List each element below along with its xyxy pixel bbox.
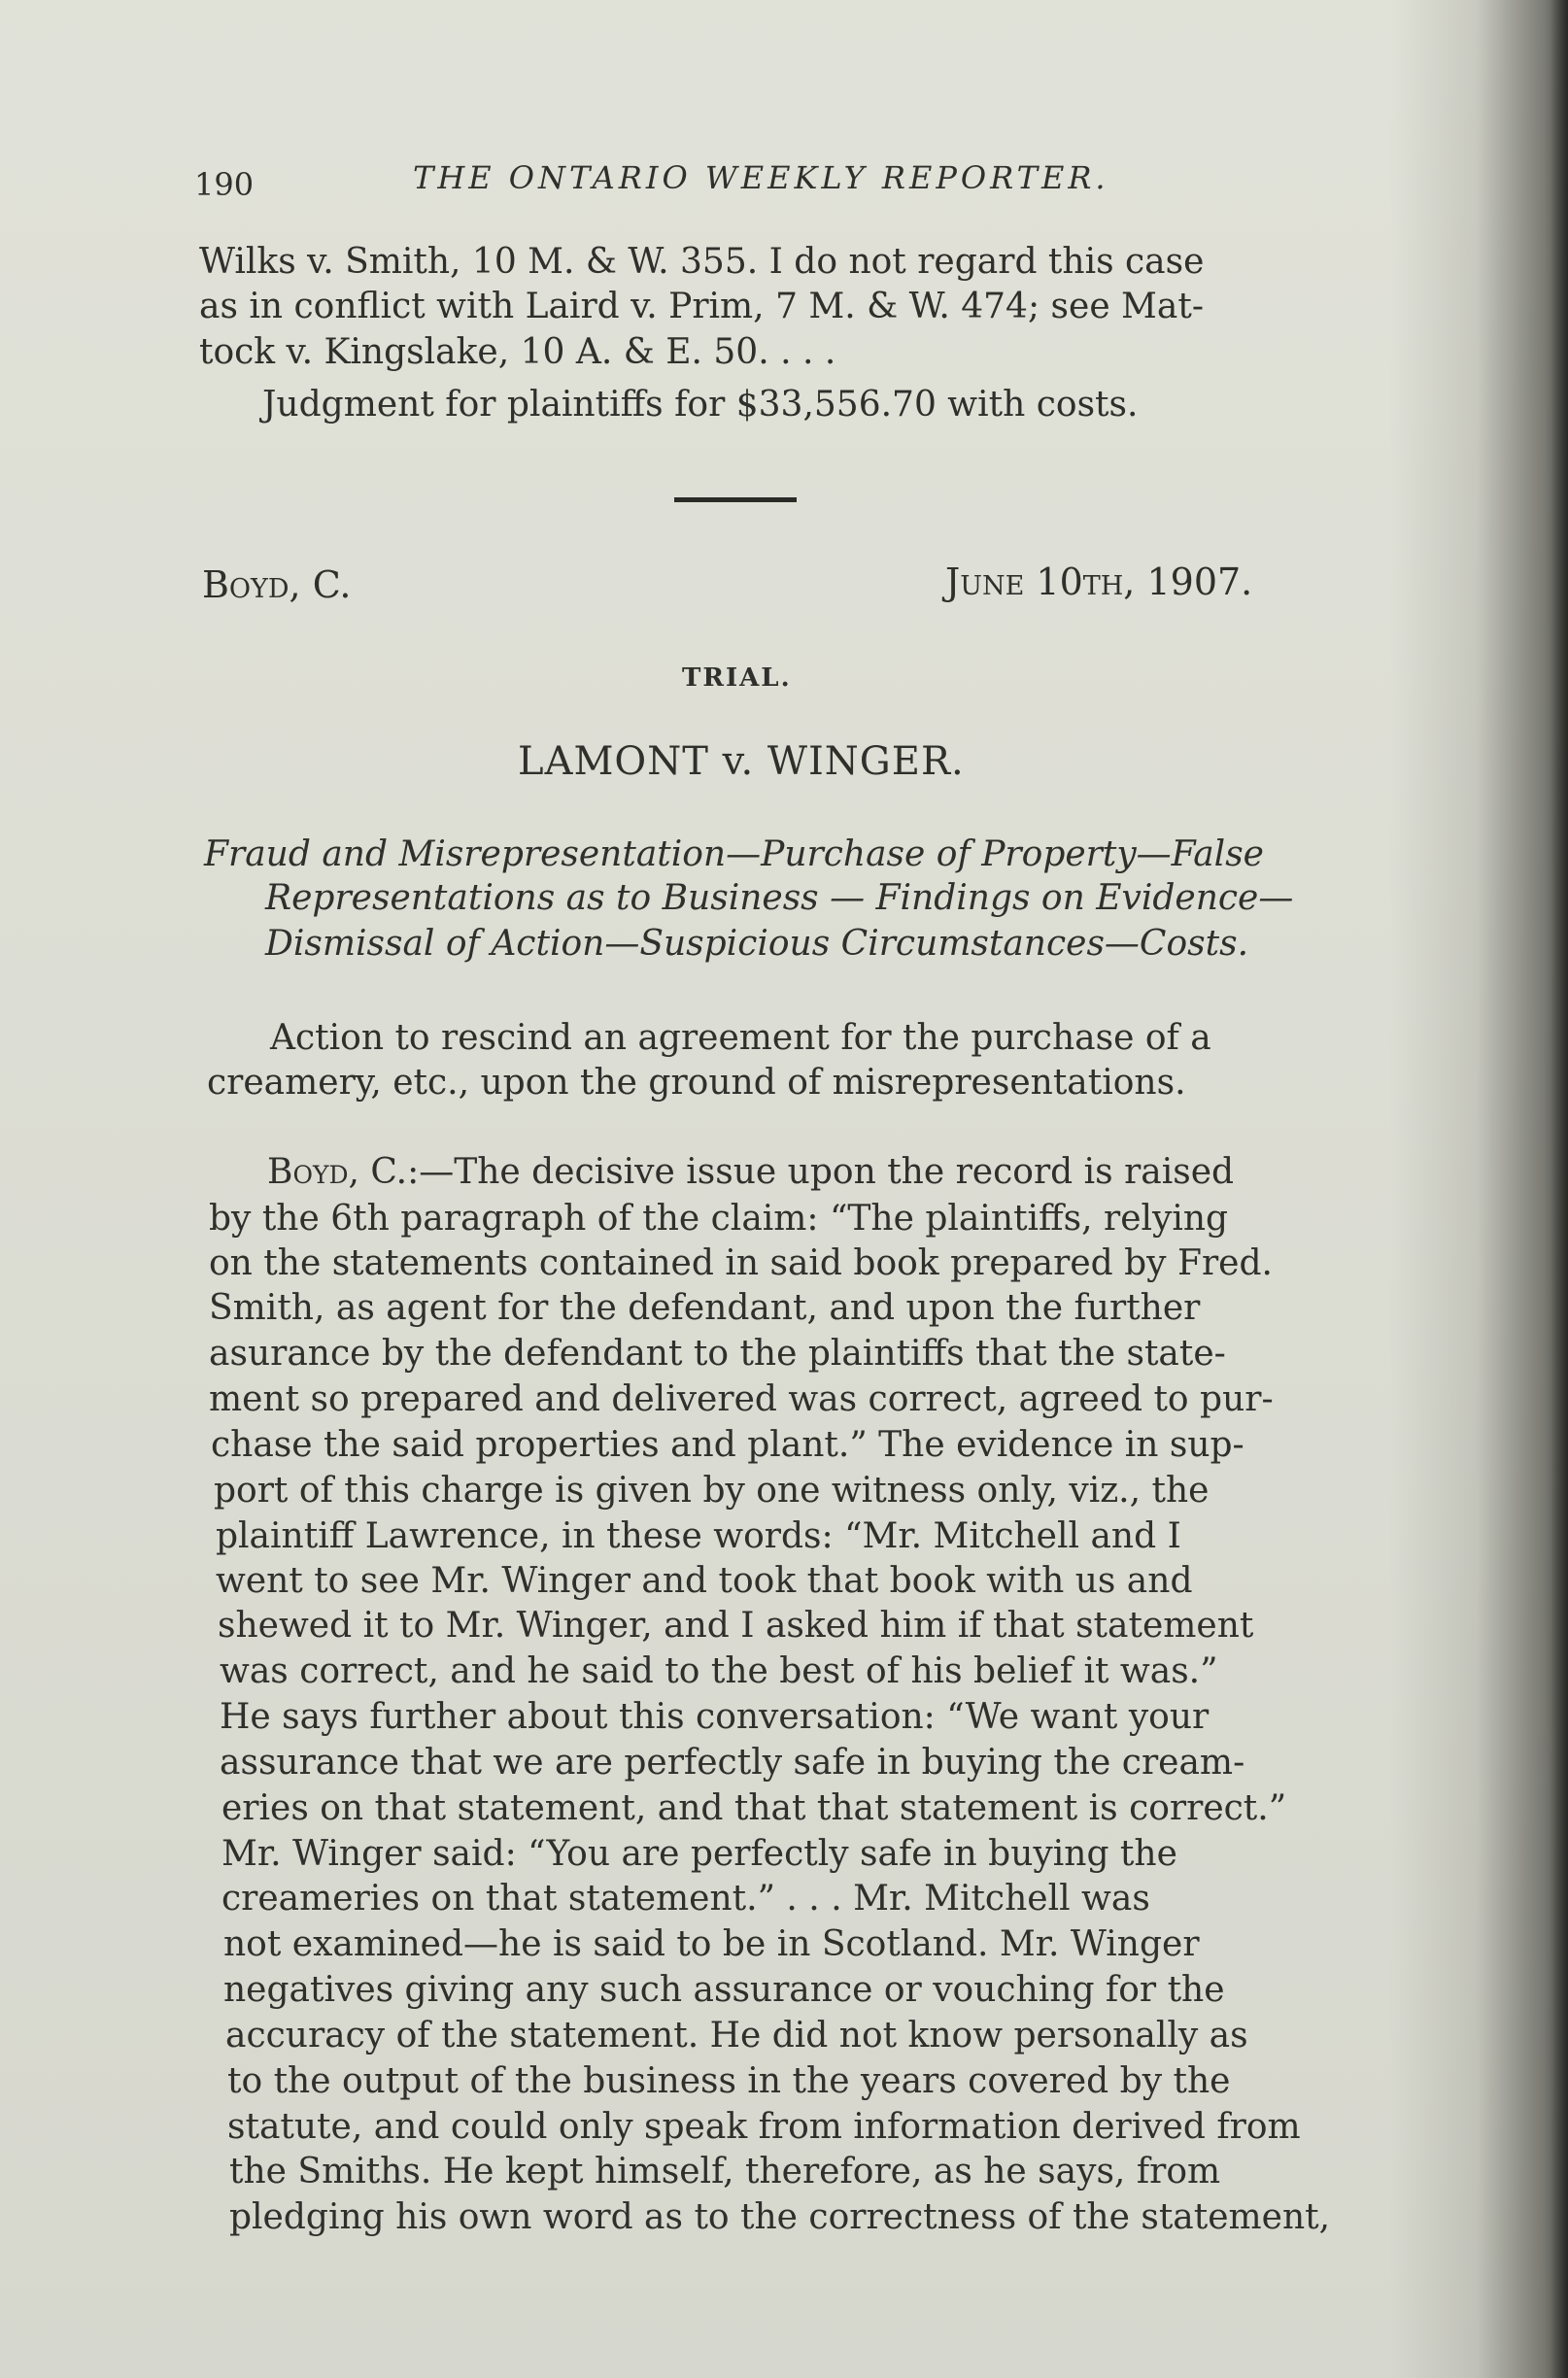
judgment-line: eries on that statement, and that that statement is correct.” (222, 1788, 1287, 1828)
judge-name: Boyd, C. (202, 563, 352, 606)
judgment-line: was correct, and he said to the best of his belief it was.” (220, 1651, 1218, 1691)
headnote-line: Dismissal of Action—Suspicious Circumstances—Costs. (265, 924, 1249, 964)
statement-line: creamery, etc., upon the ground of misrepresentations. (207, 1063, 1186, 1103)
judgment-line: not examined—he is said to be in Scotland. Mr. Winger (223, 1924, 1200, 1964)
judgment-line: He says further about this conversation: “We want your (220, 1697, 1210, 1737)
preceding-case-line: as in conflict with Laird v. Prim, 7 M. & W. 474; see Mat- (199, 287, 1205, 326)
judgment-line: port of this charge is given by one witness only, viz., the (214, 1471, 1210, 1511)
judgment-line: creameries on that statement.” . . . Mr. Mitchell was (222, 1879, 1150, 1919)
judgment-line: negatives giving any such assurance or vouching for the (223, 1970, 1225, 2010)
preceding-case-line: Wilks v. Smith, 10 M. & W. 355. I do not regard this case (199, 242, 1205, 282)
judgment-result-line: Judgment for plaintiffs for $33,556.70 with costs. (262, 385, 1139, 425)
judgment-line: statute, and could only speak from information derived from (227, 2107, 1301, 2147)
running-head: THE ONTARIO WEEKLY REPORTER. (413, 159, 1109, 196)
case-title: LAMONT v. WINGER. (518, 739, 965, 784)
judgment-line: by the 6th paragraph of the claim: “The plaintiffs, relying (209, 1199, 1229, 1239)
judgment-line: the Smiths. He kept himself, therefore, as he says, from (229, 2152, 1221, 2191)
judgment-line: Mr. Winger said: “You are perfectly safe in buying the (222, 1834, 1177, 1874)
judgment-line: on the statements contained in said book prepared by Fred. (209, 1243, 1273, 1283)
judgment-first-line (267, 1153, 1234, 1192)
judgment-line: to the output of the business in the years covered by the (227, 2061, 1231, 2101)
statement-line: Action to rescind an agreement for the purchase of a (270, 1018, 1211, 1058)
page-number: 190 (194, 166, 255, 203)
judgment-line: assurance that we are perfectly safe in buying the cream- (220, 1743, 1245, 1783)
headnote-line: Representations as to Business — Findings on Evidence— (265, 878, 1294, 918)
judgment-line: accuracy of the statement. He did not know personally as (225, 2016, 1248, 2055)
judgment-line: chase the said properties and plant.” The evidence in sup- (211, 1425, 1244, 1465)
judgment-line: ment so prepared and delivered was correct, agreed to pur- (209, 1379, 1274, 1419)
case-category: TRIAL. (682, 663, 792, 693)
judgment-first-line-text: :—The decisive issue upon the record is raised (407, 1152, 1235, 1192)
judgment-line: went to see Mr. Winger and took that book with us and (216, 1561, 1193, 1601)
section-divider (674, 497, 797, 502)
decision-date: June 10th, 1907. (945, 561, 1253, 603)
preceding-case-line: tock v. Kingslake, 10 A. & E. 50. . . . (199, 332, 836, 372)
judgment-line: asurance by the defendant to the plaintiffs that the state- (209, 1334, 1226, 1374)
judgment-line: pledging his own word as to the correctness of the statement, (229, 2197, 1331, 2237)
judgment-line: Smith, as agent for the defendant, and upon the further (209, 1288, 1201, 1328)
headnote-line: Fraud and Misrepresentation—Purchase of Property—False (204, 834, 1264, 874)
judgment-line: plaintiff Lawrence, in these words: “Mr. Mitchell and I (216, 1516, 1181, 1556)
judgment-speaker: Boyd, C. (267, 1152, 408, 1192)
judgment-line: shewed it to Mr. Winger, and I asked him if that statement (218, 1606, 1254, 1646)
page-binding-shadow (1551, 0, 1568, 2378)
